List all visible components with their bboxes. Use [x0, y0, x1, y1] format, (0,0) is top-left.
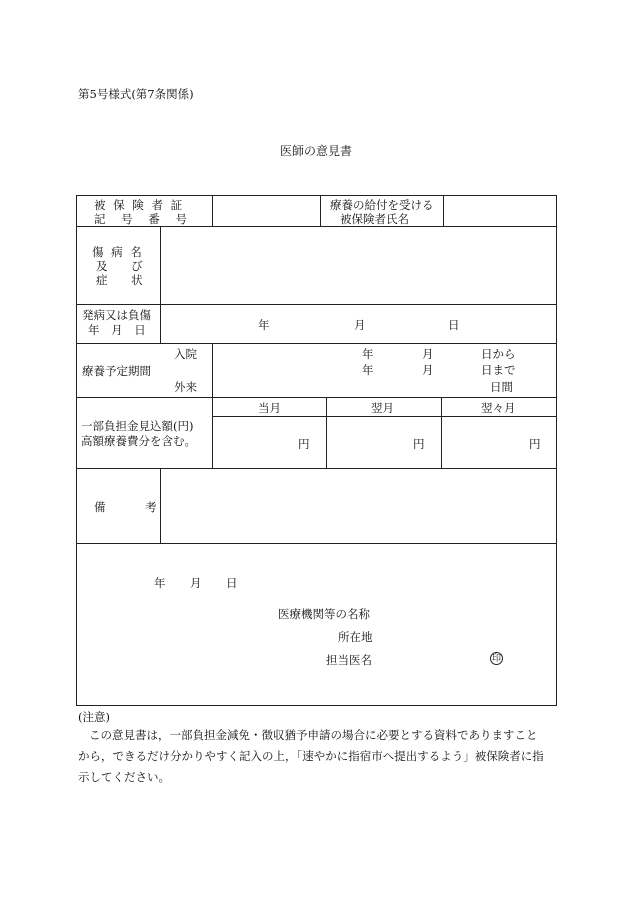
column-divider	[212, 343, 213, 468]
column-divider	[326, 397, 327, 468]
seal-mark: 印	[491, 654, 501, 664]
onset-day: 日	[448, 318, 460, 332]
doctor-name-label: 担当医名	[326, 653, 372, 667]
period-end-day: 日まで	[481, 363, 516, 377]
yen-unit: 円	[413, 437, 425, 451]
cost-label: 高額療養費分を含む。	[81, 434, 196, 448]
insured-id-label: 被 保 険 者 証	[94, 198, 185, 212]
column-divider	[320, 195, 321, 226]
page-title: 医師の意見書	[280, 144, 353, 158]
cost-label: 一部負担金見込額(円)	[81, 419, 194, 433]
row-divider	[76, 343, 557, 344]
yen-unit: 円	[529, 437, 541, 451]
period-start-day: 日から	[481, 347, 516, 361]
this-month-header: 当月	[258, 401, 281, 415]
onset-label: 発病又は負傷	[82, 308, 151, 322]
onset-year: 年	[258, 318, 270, 332]
outpatient-label: 外来	[174, 380, 197, 394]
row-divider	[76, 468, 557, 469]
period-days: 日間	[490, 380, 513, 394]
onset-month: 月	[354, 318, 366, 332]
disease-label: 症 状	[96, 273, 153, 287]
signature-day: 日	[226, 576, 238, 590]
notes-heading: (注意)	[78, 710, 110, 724]
period-start-year: 年	[362, 347, 374, 361]
signature-month: 月	[190, 576, 202, 590]
row-divider	[76, 397, 557, 398]
row-divider	[76, 304, 557, 305]
signature-year: 年	[154, 576, 166, 590]
insured-id-label: 記 号 番 号	[94, 212, 193, 226]
period-end-year: 年	[362, 363, 374, 377]
remarks-label: 備 考	[94, 500, 175, 514]
institution-name-label: 医療機関等の名称	[278, 607, 370, 621]
disease-label: 傷 病 名	[92, 245, 144, 259]
row-divider	[212, 416, 557, 417]
period-end-month: 月	[422, 363, 434, 377]
inpatient-label: 入院	[174, 347, 197, 361]
yen-unit: 円	[298, 437, 310, 451]
recipient-label: 被保険者氏名	[340, 212, 409, 226]
onset-label: 年 月 日	[88, 323, 150, 337]
month-after-next-header: 翌々月	[481, 401, 516, 415]
notes-line: 示してください。	[78, 770, 170, 784]
column-divider	[212, 195, 213, 226]
period-label: 療養予定期間	[82, 364, 151, 378]
period-start-month: 月	[422, 347, 434, 361]
form-number: 第5号様式(第7条関係)	[78, 87, 194, 101]
column-divider	[443, 195, 444, 226]
notes-line: から，できるだけ分かりやすく記入の上，「速やかに指宿市へ提出するよう」被保険者に指	[78, 749, 544, 763]
column-divider	[441, 397, 442, 468]
disease-label: 及 び	[96, 259, 153, 273]
address-label: 所在地	[338, 630, 373, 644]
next-month-header: 翌月	[371, 401, 394, 415]
notes-line: この意見書は，一部負担金減免・徴収猶予申請の場合に必要とする資料でありますこと	[89, 728, 538, 742]
recipient-label: 療養の給付を受ける	[330, 198, 434, 212]
column-divider	[160, 226, 161, 343]
row-divider	[76, 543, 557, 544]
